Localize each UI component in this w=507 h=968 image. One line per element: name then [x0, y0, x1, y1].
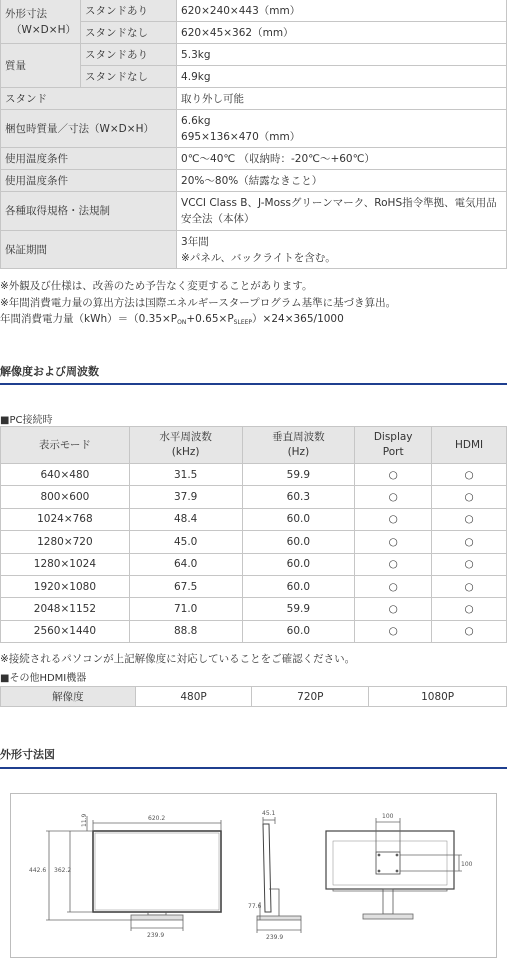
spec-sub-label: スタンドあり — [80, 44, 176, 66]
table-row: 2560×1440 88.8 60.0 ○ ○ — [1, 620, 507, 642]
hdmi-value: 480P — [135, 687, 252, 707]
hdmi-devices-label: ■その他HDMI機器 — [0, 673, 87, 684]
spec-sub-label: スタンドなし — [80, 66, 176, 88]
table-row: 800×600 37.9 60.3 ○ ○ — [1, 486, 507, 508]
back-view — [326, 818, 462, 919]
table-row: 640×480 31.5 59.9 ○ ○ — [1, 464, 507, 486]
spec-notes — [0, 278, 396, 332]
dim-back-vesa-height: 100 — [461, 861, 473, 868]
spec-value: 0℃～40℃ （収納時：-20℃～+60℃） — [177, 148, 507, 170]
spec-sub-label: スタンドなし — [80, 22, 176, 44]
dim-front-width: 620.2 — [148, 815, 166, 822]
spec-sub-label: スタンドあり — [80, 0, 176, 22]
spec-value: 4.9kg — [177, 66, 507, 88]
dim-side-depth: 45.1 — [262, 810, 276, 817]
table-row: 1280×720 45.0 60.0 ○ ○ — [1, 531, 507, 553]
hdmi-value: 720P — [252, 687, 369, 707]
side-view — [257, 817, 301, 933]
table-row: 2048×1152 71.0 59.9 ○ ○ — [1, 598, 507, 620]
spec-label-weight: 質量 — [1, 44, 81, 88]
section-divider — [0, 383, 507, 385]
col-header-hdmi: HDMI — [432, 427, 507, 464]
spec-table — [0, 0, 507, 269]
dim-front-stand-width: 239.9 — [147, 932, 165, 939]
resolution-note: ※接続されるパソコンが上記解像度に対応していることをご確認ください。 — [0, 653, 356, 665]
section-divider — [0, 767, 507, 769]
col-header-mode: 表示モード — [1, 427, 130, 464]
dimension-drawing — [10, 793, 497, 958]
dim-front-height-total: 442.6 — [29, 867, 47, 874]
pc-connection-label: ■PC接続時 — [0, 415, 53, 426]
spec-value: 20%～80%（結露なきこと） — [177, 170, 507, 192]
resolution-table — [0, 426, 507, 643]
spec-value: 5.3kg — [177, 44, 507, 66]
spec-label-size: 外形寸法 （W×D×H） — [1, 0, 81, 44]
dim-front-top-gap: 11.9 — [81, 813, 88, 827]
dim-side-stand-height: 77.6 — [248, 903, 262, 910]
spec-label-standards: 各種取得規格・法規制 — [1, 192, 177, 231]
col-header-v-freq: 垂直周波数 (Hz) — [242, 427, 355, 464]
col-header-displayport: Display Port — [355, 427, 432, 464]
table-row: 1280×1024 64.0 60.0 ○ ○ — [1, 553, 507, 575]
hdmi-value: 1080P — [369, 687, 507, 707]
dim-front-height-panel: 362.2 — [54, 867, 72, 874]
spec-value: 620×45×362（mm） — [177, 22, 507, 44]
front-view — [46, 816, 221, 931]
power-formula: 年間消費電力量$(kWh)=(0.35\times P_{ON}+0.65\times P_{SLEEP})\times 24\times 365/1000$ — [0, 313, 344, 326]
spec-value: 6.6kg 695×136×470（mm） — [177, 110, 507, 148]
hdmi-label: 解像度 — [1, 687, 136, 707]
spec-label-temperature: 使用温度条件 — [1, 148, 177, 170]
section-title-resolution: 解像度および周波数 — [0, 365, 99, 378]
dim-side-stand-depth: 239.9 — [266, 934, 284, 941]
table-row: 1920×1080 67.5 60.0 ○ ○ — [1, 575, 507, 597]
table-row: 1024×768 48.4 60.0 ○ ○ — [1, 508, 507, 530]
spec-value: VCCI Class B、J-Mossグリーンマーク、RoHS指令準拠、電気用品 安全法（本体） — [177, 192, 507, 231]
dim-back-vesa-width: 100 — [382, 813, 394, 820]
hdmi-resolution-table — [0, 686, 507, 707]
spec-value: 取り外し可能 — [177, 88, 507, 110]
spec-label-stand: スタンド — [1, 88, 177, 110]
spec-label-package: 梱包時質量／寸法（W×D×H） — [1, 110, 177, 148]
spec-label-warranty: 保証期間 — [1, 231, 177, 269]
note-line: ※年間消費電力量の算出方法は国際エネルギースタープログラム基準に基づき算出。 — [0, 296, 397, 309]
note-line: ※外観及び仕様は、改善のため予告なく変更することがあります。 — [0, 280, 313, 292]
spec-value: 620×240×443（mm） — [177, 0, 507, 22]
section-title-dimensions: 外形寸法図 — [0, 748, 55, 761]
col-header-h-freq: 水平周波数 (kHz) — [129, 427, 242, 464]
spec-value: 3年間 ※パネル、バックライトを含む。 — [177, 231, 507, 269]
spec-label-humidity: 使用温度条件 — [1, 170, 177, 192]
